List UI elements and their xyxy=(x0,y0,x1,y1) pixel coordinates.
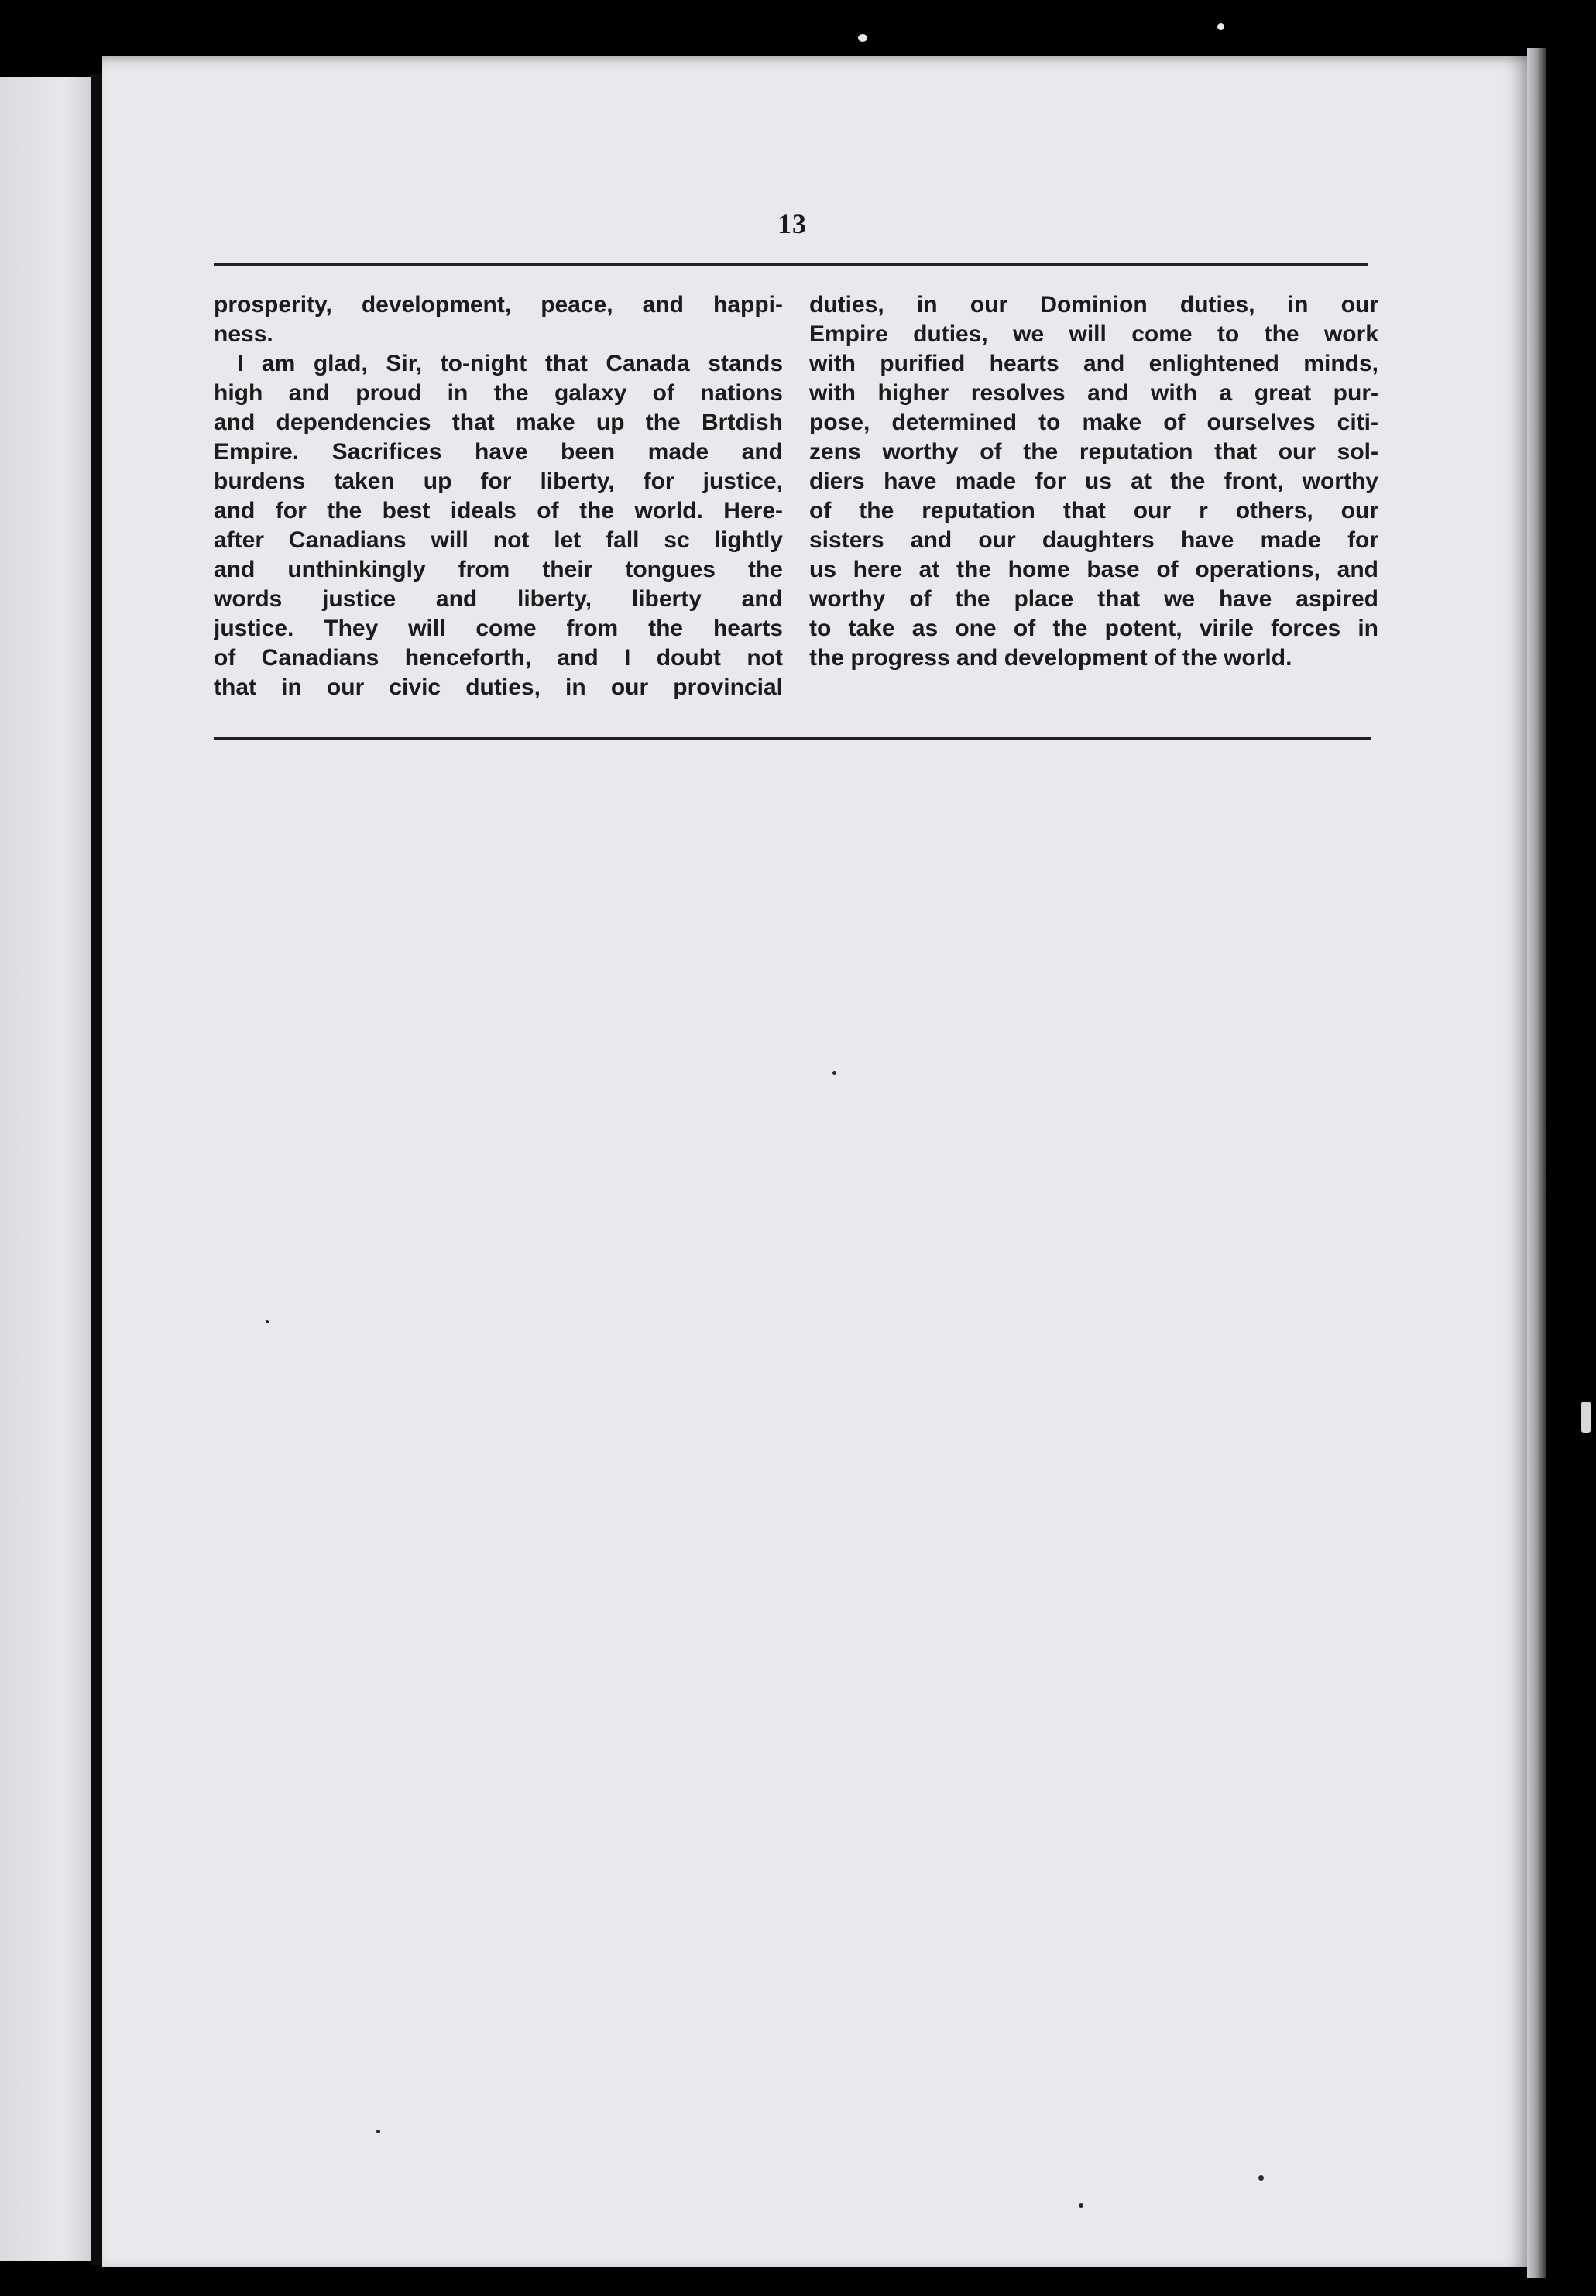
left-text-column xyxy=(214,290,783,702)
text-line: diers have made for us at the front, worthy xyxy=(809,468,1378,494)
text-line: prosperity, development, peace, and happi- xyxy=(214,292,783,317)
scan-speck xyxy=(1581,1402,1591,1433)
text-line: with purified hearts and enlightened minds, xyxy=(809,351,1378,376)
text-line: that in our civic duties, in our provincial xyxy=(214,674,783,700)
previous-page-strip xyxy=(0,77,91,2261)
scan-speck xyxy=(1258,2175,1264,2181)
text-line: Empire. Sacrifices have been made and xyxy=(214,439,783,465)
text-line: ness. xyxy=(214,321,273,347)
page-number: 13 xyxy=(777,208,807,239)
text-line: I am glad, Sir, to-night that Canada stands xyxy=(237,351,783,376)
text-line: after Canadians will not let fall sc lightly xyxy=(214,527,783,553)
text-line: and for the best ideals of the world. Here- xyxy=(214,498,783,523)
text-line: to take as one of the potent, virile forces in xyxy=(809,616,1378,641)
scan-speck xyxy=(832,1071,836,1075)
page-right-edge xyxy=(1527,48,1546,2278)
text-line: words justice and liberty, liberty and xyxy=(214,586,783,612)
text-line: sisters and our daughters have made for xyxy=(809,527,1378,553)
scan-speck xyxy=(858,34,867,42)
text-line: burdens taken up for liberty, for justice, xyxy=(214,468,783,494)
right-text-column xyxy=(809,290,1378,673)
text-line: pose, determined to make of ourselves citi- xyxy=(809,410,1378,435)
text-line: Empire duties, we will come to the work xyxy=(809,321,1378,347)
text-line: high and proud in the galaxy of nations xyxy=(214,380,783,406)
footer-rule xyxy=(214,737,1371,740)
text-line: justice. They will come from the hearts xyxy=(214,616,783,641)
scan-speck xyxy=(266,1320,269,1323)
text-line: of the reputation that our r others, our xyxy=(809,498,1378,523)
scan-speck xyxy=(1079,2203,1083,2208)
text-line: and unthinkingly from their tongues the xyxy=(214,557,783,582)
text-line: duties, in our Dominion duties, in our xyxy=(809,292,1378,317)
scan-speck xyxy=(1217,23,1224,30)
scan-speck xyxy=(376,2130,380,2133)
text-line: the progress and development of the world. xyxy=(809,645,1292,671)
text-line: with higher resolves and with a great pur- xyxy=(809,380,1378,406)
text-line: worthy of the place that we have aspired xyxy=(809,586,1378,612)
page-gutter xyxy=(91,74,102,2265)
text-line: us here at the home base of operations, and xyxy=(809,557,1378,582)
text-line: zens worthy of the reputation that our sol- xyxy=(809,439,1378,465)
text-line: of Canadians henceforth, and I doubt not xyxy=(214,645,783,671)
text-line: and dependencies that make up the Brtdish xyxy=(214,410,783,435)
header-rule xyxy=(214,263,1368,266)
